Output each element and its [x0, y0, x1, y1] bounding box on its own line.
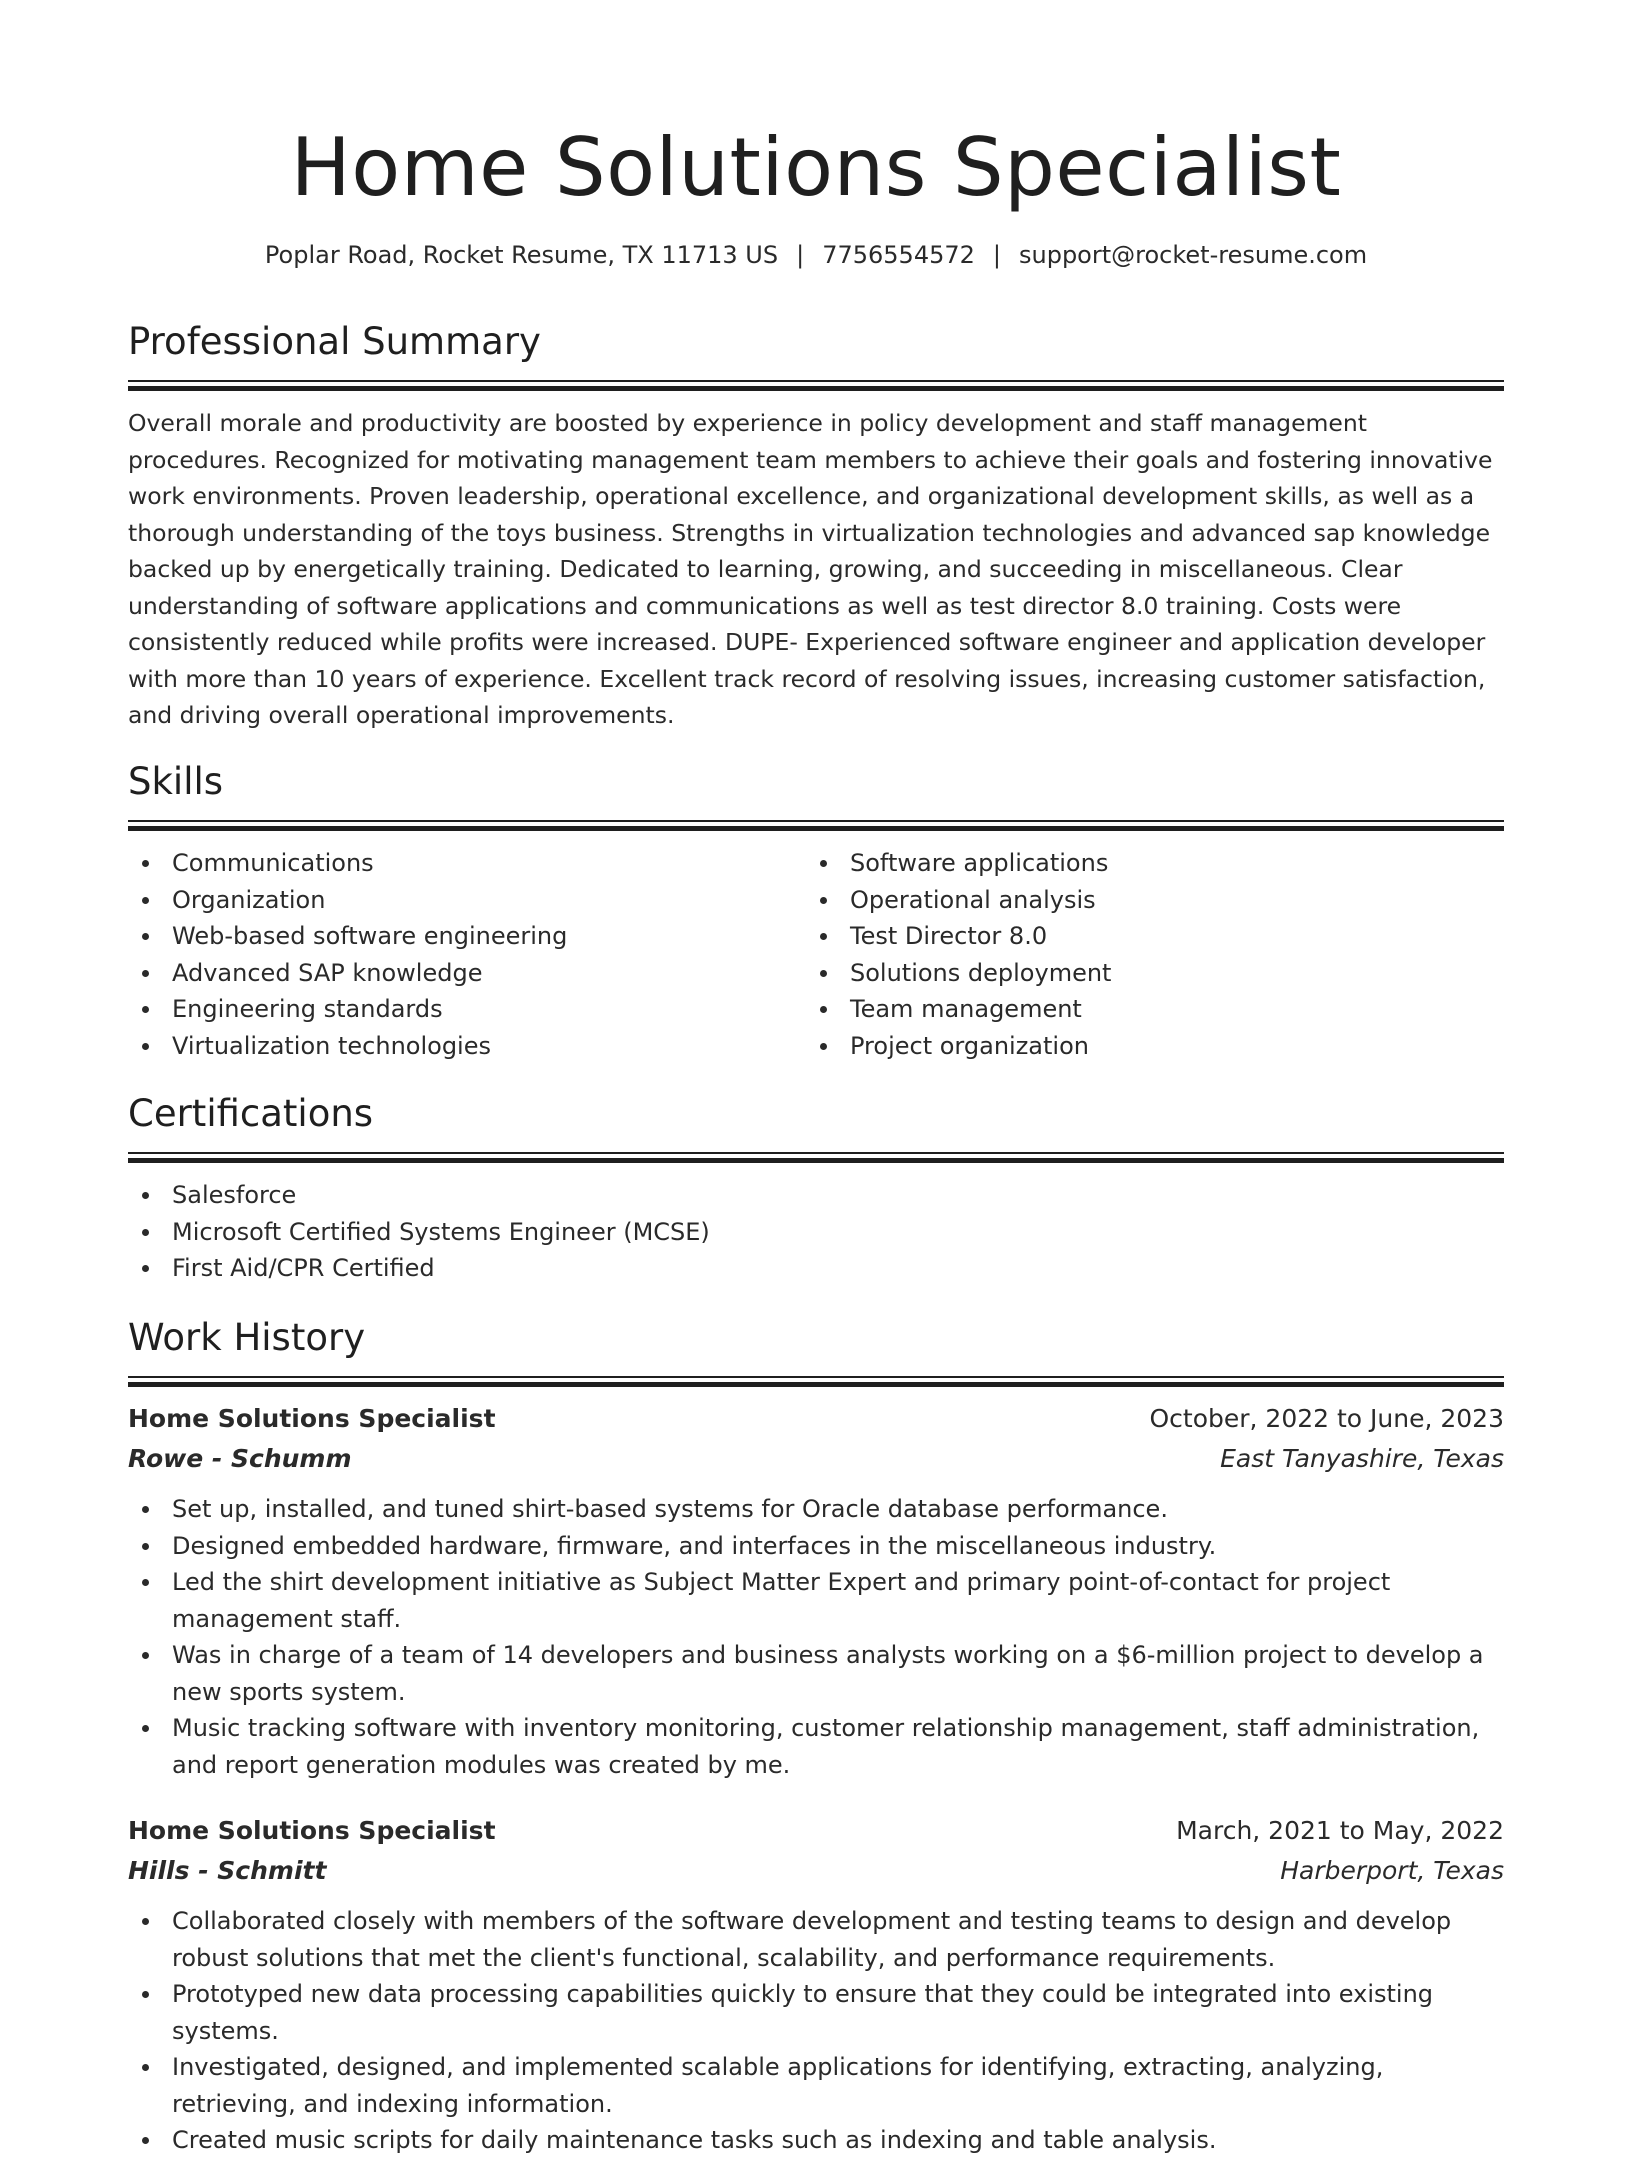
job-bullet: Collaborated closely with members of the software development and testing teams to design and develop robust solutions that met the client's functional, scalability, and performance requirements.: [128, 1903, 1504, 1976]
job-bullets: [128, 1491, 1504, 1783]
contact-email[interactable]: support@rocket-resume.com: [1019, 241, 1368, 269]
job-bullet: Set up, installed, and tuned shirt-based systems for Oracle database performance.: [128, 1491, 1504, 1528]
skill-item: Web-based software engineering: [128, 918, 806, 955]
section-divider: [128, 1376, 1504, 1387]
certifications-section: [128, 1090, 1504, 1287]
job-subheader: [128, 1851, 1504, 1891]
job-bullet: Was in charge of a team of 14 developers and business analysts working on a $6-million project to develop a new sports system.: [128, 1637, 1504, 1710]
section-divider: [128, 1152, 1504, 1163]
job-bullet: Led the shirt development initiative as Subject Matter Expert and primary point-of-contact for project management staff.: [128, 1564, 1504, 1637]
summary-section: [128, 318, 1504, 734]
section-title-summary: Professional Summary: [128, 320, 541, 363]
job-title: Home Solutions Specialist: [128, 1816, 496, 1845]
job-location: East Tanyashire, Texas: [1220, 1444, 1504, 1473]
work-history-section: [128, 1314, 1504, 2159]
skill-item: Solutions deployment: [806, 955, 1484, 992]
job-header: [128, 1811, 1504, 1851]
job-bullet: Prototyped new data processing capabilities quickly to ensure that they could be integrated into existing systems.: [128, 1976, 1504, 2049]
section-title-certifications: Certifications: [128, 1092, 374, 1135]
skill-item: Operational analysis: [806, 882, 1484, 919]
job-entry: [128, 1399, 1504, 1783]
contact-address: Poplar Road, Rocket Resume, TX 11713 US: [264, 241, 779, 269]
contact-separator: |: [992, 241, 1001, 269]
certifications-list: [128, 1177, 1504, 1287]
job-location: Harberport, Texas: [1280, 1856, 1504, 1885]
skill-item: Team management: [806, 991, 1484, 1028]
job-entry: [128, 1811, 1504, 2159]
job-bullet: Music tracking software with inventory monitoring, customer relationship management, staff administration, and report generation modules was created by me.: [128, 1710, 1504, 1783]
job-bullet: Investigated, designed, and implemented scalable applications for identifying, extracting, analyzing, retrieving, and indexing information.: [128, 2049, 1504, 2122]
job-header: [128, 1399, 1504, 1439]
job-dates: October, 2022 to June, 2023: [1149, 1404, 1504, 1433]
skill-item: Advanced SAP knowledge: [128, 955, 806, 992]
certification-item: Microsoft Certified Systems Engineer (MCSE): [128, 1214, 1504, 1251]
job-company: Rowe - Schumm: [128, 1444, 352, 1473]
resume-page: [128, 0, 1504, 2154]
skills-list-left: [128, 845, 806, 1064]
job-subheader: [128, 1439, 1504, 1479]
job-bullet: Created music scripts for daily maintenance tasks such as indexing and table analysis.: [128, 2122, 1504, 2159]
contact-phone[interactable]: 7756554572: [822, 241, 975, 269]
contact-line: [128, 238, 1504, 272]
candidate-name: Home Solutions Specialist: [290, 121, 1342, 214]
skills-grid: [128, 845, 1504, 1064]
skill-item: Organization: [128, 882, 806, 919]
skill-item: Project organization: [806, 1028, 1484, 1065]
job-company: Hills - Schmitt: [128, 1856, 327, 1885]
certification-item: Salesforce: [128, 1177, 1504, 1214]
skill-item: Virtualization technologies: [128, 1028, 806, 1065]
job-title: Home Solutions Specialist: [128, 1404, 496, 1433]
section-title-work-history: Work History: [128, 1316, 366, 1359]
summary-text: Overall morale and productivity are boosted by experience in policy development and staff management procedures. Recognized for motivating management team members to achieve their goals and fostering innovative work environments. Proven leadership, operational excellence, and organizational development skills, as well as a thorough understanding of the toys business. Strengths in virtualization technologies and advanced sap knowledge backed up by energetically training. Dedicated to learning, growing, and succeeding in miscellaneous. Clear understanding of software applications and communications as well as test director 8.0 training. Costs were consistently reduced while profits were increased. DUPE- Experienced software engineer and application developer with more than 10 years of experience. Excellent track record of resolving issues, increasing customer satisfaction, and driving overall operational improvements.: [128, 409, 1493, 729]
skill-item: Engineering standards: [128, 991, 806, 1028]
skills-list-right: [806, 845, 1484, 1064]
job-dates: March, 2021 to May, 2022: [1176, 1816, 1504, 1845]
job-bullets: [128, 1903, 1504, 2159]
section-divider: [128, 380, 1504, 391]
job-bullet: Designed embedded hardware, firmware, and interfaces in the miscellaneous industry.: [128, 1528, 1504, 1565]
skill-item: Communications: [128, 845, 806, 882]
section-divider: [128, 820, 1504, 831]
contact-separator: |: [796, 241, 805, 269]
certification-item: First Aid/CPR Certified: [128, 1250, 1504, 1287]
skill-item: Software applications: [806, 845, 1484, 882]
skill-item: Test Director 8.0: [806, 918, 1484, 955]
section-title-skills: Skills: [128, 760, 224, 803]
skills-section: [128, 758, 1504, 1064]
